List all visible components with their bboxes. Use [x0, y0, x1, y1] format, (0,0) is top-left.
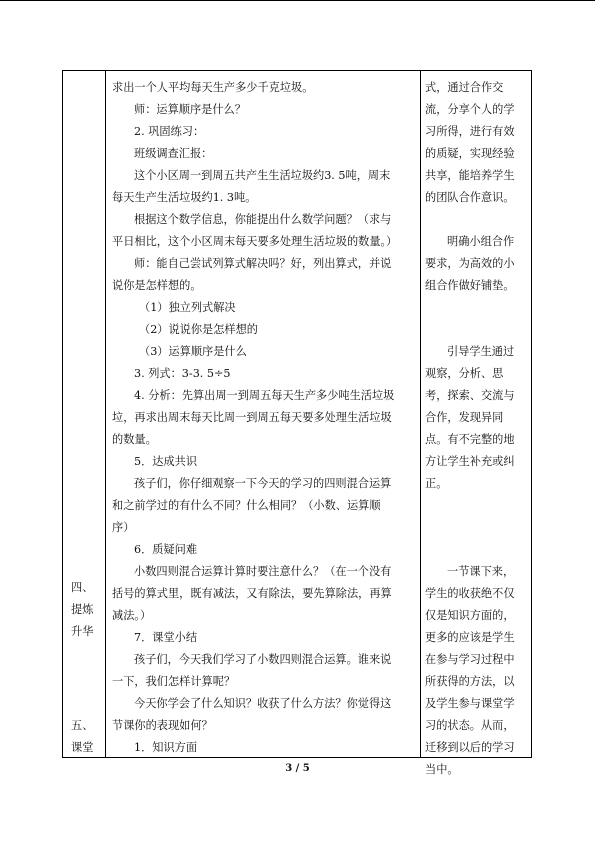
- intent-line: 在参与学习过程中: [425, 653, 515, 666]
- process-column: [112, 77, 414, 759]
- stage-label-line: 课堂: [71, 741, 94, 754]
- body-line: （2）说说你是怎样想的: [139, 323, 258, 336]
- body-line: 垃，再求出周末每天比周一到周五每天要多处理生活垃圾: [112, 411, 392, 424]
- intent-line: 更多的应该是学生: [425, 631, 515, 644]
- stage-label-line: 四、: [71, 581, 94, 594]
- stage-4-label: [63, 577, 105, 643]
- body-line: 师：能自己尝试列算式解决吗？好，列出算式，并说: [134, 257, 392, 270]
- body-line: 1．知识方面: [134, 741, 198, 754]
- intent-line: 的质疑，实现经验: [425, 147, 515, 160]
- intent-column: [425, 77, 529, 781]
- body-line: 3. 列式：3-3. 5÷5: [134, 367, 231, 380]
- intent-line: 学生的收获绝不仅: [425, 587, 515, 600]
- intent-line: 习所得，进行有效: [425, 125, 515, 138]
- intent-line: 方让学生补充或纠: [425, 455, 515, 468]
- body-line: 括号的算式里，既有减法，又有除法，要先算除法，再算: [112, 587, 392, 600]
- intent-line: 流，分享个人的学: [425, 103, 515, 116]
- body-line: 2. 巩固练习：: [134, 125, 205, 138]
- stage-5-label: [63, 715, 105, 759]
- body-line: 一下，我们怎样计算呢？: [112, 675, 236, 688]
- body-line: 班级调查汇报：: [134, 147, 213, 160]
- intent-line: 明确小组合作: [447, 235, 515, 248]
- intent-line: 正。: [425, 477, 448, 490]
- body-line: （1）独立列式解决: [139, 301, 236, 314]
- lesson-table: [62, 70, 532, 776]
- body-line: 这个小区周一到周五共产生生活垃圾约3. 5吨，周末: [134, 169, 391, 182]
- intent-line: 组合作做好铺垫。: [425, 279, 515, 292]
- body-line: 减法。）: [112, 609, 152, 622]
- intent-line: 引导学生通过: [447, 345, 515, 358]
- body-line: 6．质疑问难: [134, 543, 198, 556]
- body-line: 孩子们，你仔细观察一下今天的学习的四则混合运算: [134, 477, 392, 490]
- body-line: 平日相比，这个小区周末每天要多处理生活垃圾的数量。）: [112, 235, 398, 248]
- stage-label-line: 五、: [71, 719, 94, 732]
- intent-line: 点。有不完整的地: [425, 433, 515, 446]
- body-line: 孩子们，今天我们学习了小数四则混合运算。谁来说: [134, 653, 392, 666]
- intent-line: 考，探索、交流与: [425, 389, 515, 402]
- body-line: 4. 分析：先算出周一到周五每天生产多少吨生活垃圾: [134, 389, 395, 402]
- body-line: 7．课堂小结: [134, 631, 198, 644]
- intent-line: 合作，发现异同: [425, 411, 504, 424]
- intent-line: 一节课下来，: [447, 565, 515, 578]
- intent-line: 当中。: [425, 763, 459, 776]
- body-line: 每天生产生活垃圾约1. 3吨。: [112, 191, 257, 204]
- intent-line: 要求，为高效的小: [425, 257, 515, 270]
- intent-line: 式，通过合作交: [425, 81, 504, 94]
- stage-label-line: 提炼: [71, 603, 94, 616]
- body-line: 序）: [112, 521, 135, 534]
- body-line: 小数四则混合运算计算时要注意什么？（在一个没有: [134, 565, 392, 578]
- page-number: 3 / 5: [285, 763, 310, 774]
- intent-line: 习的状态。从而，: [425, 719, 515, 732]
- body-line: 说你是怎样想的。: [112, 279, 202, 292]
- intent-line: 迁移到以后的学习: [425, 741, 515, 754]
- body-line: 求出一个人平均每天生产多少千克垃圾。: [112, 81, 314, 94]
- stage-label-line: 升华: [71, 625, 94, 638]
- intent-line: 所获得的方法，以: [425, 675, 515, 688]
- body-line: （3）运算顺序是什么: [139, 345, 247, 358]
- intent-line: 及学生参与课堂学: [425, 697, 515, 710]
- body-line: 的数量。: [112, 433, 157, 446]
- body-line: 今天你学会了什么知识？收获了什么方法？你觉得这: [134, 697, 392, 710]
- body-line: 节课你的表现如何？: [112, 719, 213, 732]
- body-line: 和之前学过的有什么不同？什么相同？（小数、运算顺: [112, 499, 381, 512]
- intent-line: 共享，能培养学生: [425, 169, 515, 182]
- column-divider: [420, 71, 421, 757]
- body-line: 师：运算顺序是什么？: [134, 103, 246, 116]
- intent-line: 观察，分析、思: [425, 367, 504, 380]
- column-divider: [105, 71, 106, 757]
- intent-line: 仅是知识方面的，: [425, 609, 515, 622]
- header-rule: [0, 0, 595, 1]
- body-line: 根据这个数学信息，你能提出什么数学问题？（求与: [134, 213, 392, 226]
- intent-line: 的团队合作意识。: [425, 191, 515, 204]
- body-line: 5．达成共识: [134, 455, 198, 468]
